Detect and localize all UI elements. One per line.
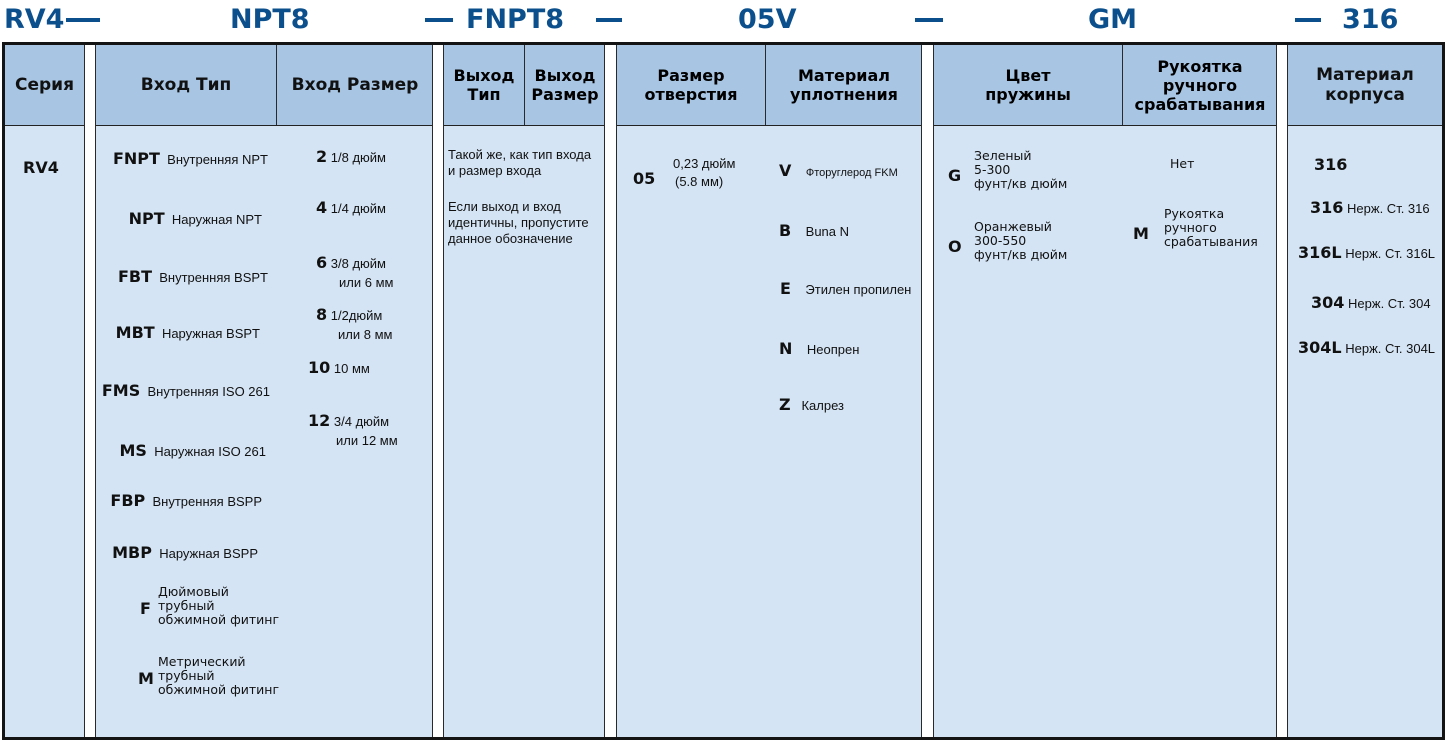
code-outlet: FNPT8 (466, 4, 565, 35)
code-dash (1295, 18, 1321, 22)
column-body (1287, 45, 1442, 737)
chart-frame (2, 42, 1445, 740)
body-304l: 304L Нерж. Ст. 304L (1298, 338, 1436, 357)
header-divider (276, 45, 277, 125)
seal-z: Z Калрез (779, 395, 844, 414)
model-code-line (0, 0, 1447, 42)
inlet-size-10: 10 10 мм (308, 358, 370, 377)
seal-b: B Buna N (779, 221, 850, 240)
column-series (5, 45, 85, 737)
code-dash (66, 18, 100, 22)
code-dash (915, 18, 943, 22)
inlet-type-fbt: FBT Внутренняя BSPT (117, 267, 268, 286)
code-dash (596, 18, 622, 22)
inlet-type-fnpt: FNPT Внутренняя NPT (112, 149, 268, 168)
code-body: 316 (1342, 4, 1399, 35)
body-304: 304 Нерж. Ст. 304 (1311, 293, 1431, 312)
manual-none: Нет (1170, 156, 1195, 171)
inlet-size-2: 2 1/8 дюйм (316, 147, 386, 166)
inlet-type-ms: MS Наружная ISO 261 (119, 441, 266, 460)
header-spring: Цвет пружины (985, 66, 1071, 104)
inlet-type-mbt: MBT Наружная BSPT (115, 323, 260, 342)
code-inlet: NPT8 (230, 4, 310, 35)
inlet-type-fbp: FBP Внутренняя BSPP (110, 491, 262, 510)
header-inlet-type: Вход Тип (140, 75, 232, 95)
body-316: 316 Нерж. Ст. 316 (1310, 198, 1430, 217)
header-outlet-size: Выход Размер (531, 66, 599, 104)
inlet-size-4: 4 1/4 дюйм (316, 198, 386, 217)
header-orifice: Размер отверстия (644, 66, 738, 104)
header-manual: Рукоятка ручного срабатывания (1134, 56, 1266, 114)
body-316-default: 316 (1314, 155, 1348, 174)
outlet-note: Такой же, как тип входа и размер входа Если выход и вход идентичны, пропустите данное обозначение (448, 147, 592, 246)
header-series: Серия (5, 45, 84, 126)
code-series: RV4 (4, 4, 65, 35)
body-316l: 316L Нерж. Ст. 316L (1298, 243, 1436, 262)
column-orifice-seal: Размер отверстия Материал уплотнения 05 0,23 дюйм (5.8 мм) V Фторуглерод FKM B Buna N E Этилен пропилен N Неопрен Z Калрез (616, 45, 922, 737)
header-seal: Материал уплотнения (790, 66, 898, 104)
seal-v: V Фторуглерод FKM (779, 161, 898, 180)
header-inlet (96, 45, 432, 126)
inlet-type-fms: FMS Внутренняя ISO 261 (101, 381, 270, 400)
inlet-type-mbp: MBP Наружная BSPP (112, 543, 258, 562)
column-outlet (443, 45, 605, 737)
seal-n: N Неопрен (779, 339, 860, 358)
code-dash (425, 18, 453, 22)
column-inlet: Вход Тип Вход Размер FNPT Внутренняя NPT NPT Наружная NPT FBT Внутренняя BSPT MBT Наружная BSPT FMS Внутренняя ISO 261 MS Наружная ISO 261 FBP Внутренняя BSPP MBP Наружная BSPP F Дюймовый трубный обжимной фитинг M Метрический трубный обжимной фитинг 2 1/8 дюйм 4 1/4 дюйм 6 3/8 дюйм или 6 мм 8 1/2дюйм или 8 мм 10 10 мм 12 3/4 дюйм или 12 мм (95, 45, 433, 737)
header-outlet-type: Выход Тип (453, 66, 515, 104)
code-orifice-seal: 05V (738, 4, 797, 35)
header-inlet-size: Вход Размер (291, 75, 419, 95)
series-value: RV4 (23, 158, 59, 177)
header-body: Материал корпуса (1288, 45, 1442, 126)
code-spring-manual: GM (1088, 4, 1138, 35)
seal-e: E Этилен пропилен (780, 279, 912, 298)
column-spring-manual: Цвет пружины Рукоятка ручного срабатывания G Зеленый 5-300 фунт/кв дюйм O Оранжевый 300-550 фунт/кв дюйм Нет M Рукоятка ручного срабатывания (933, 45, 1277, 737)
inlet-type-npt: NPT Наружная NPT (128, 209, 262, 228)
